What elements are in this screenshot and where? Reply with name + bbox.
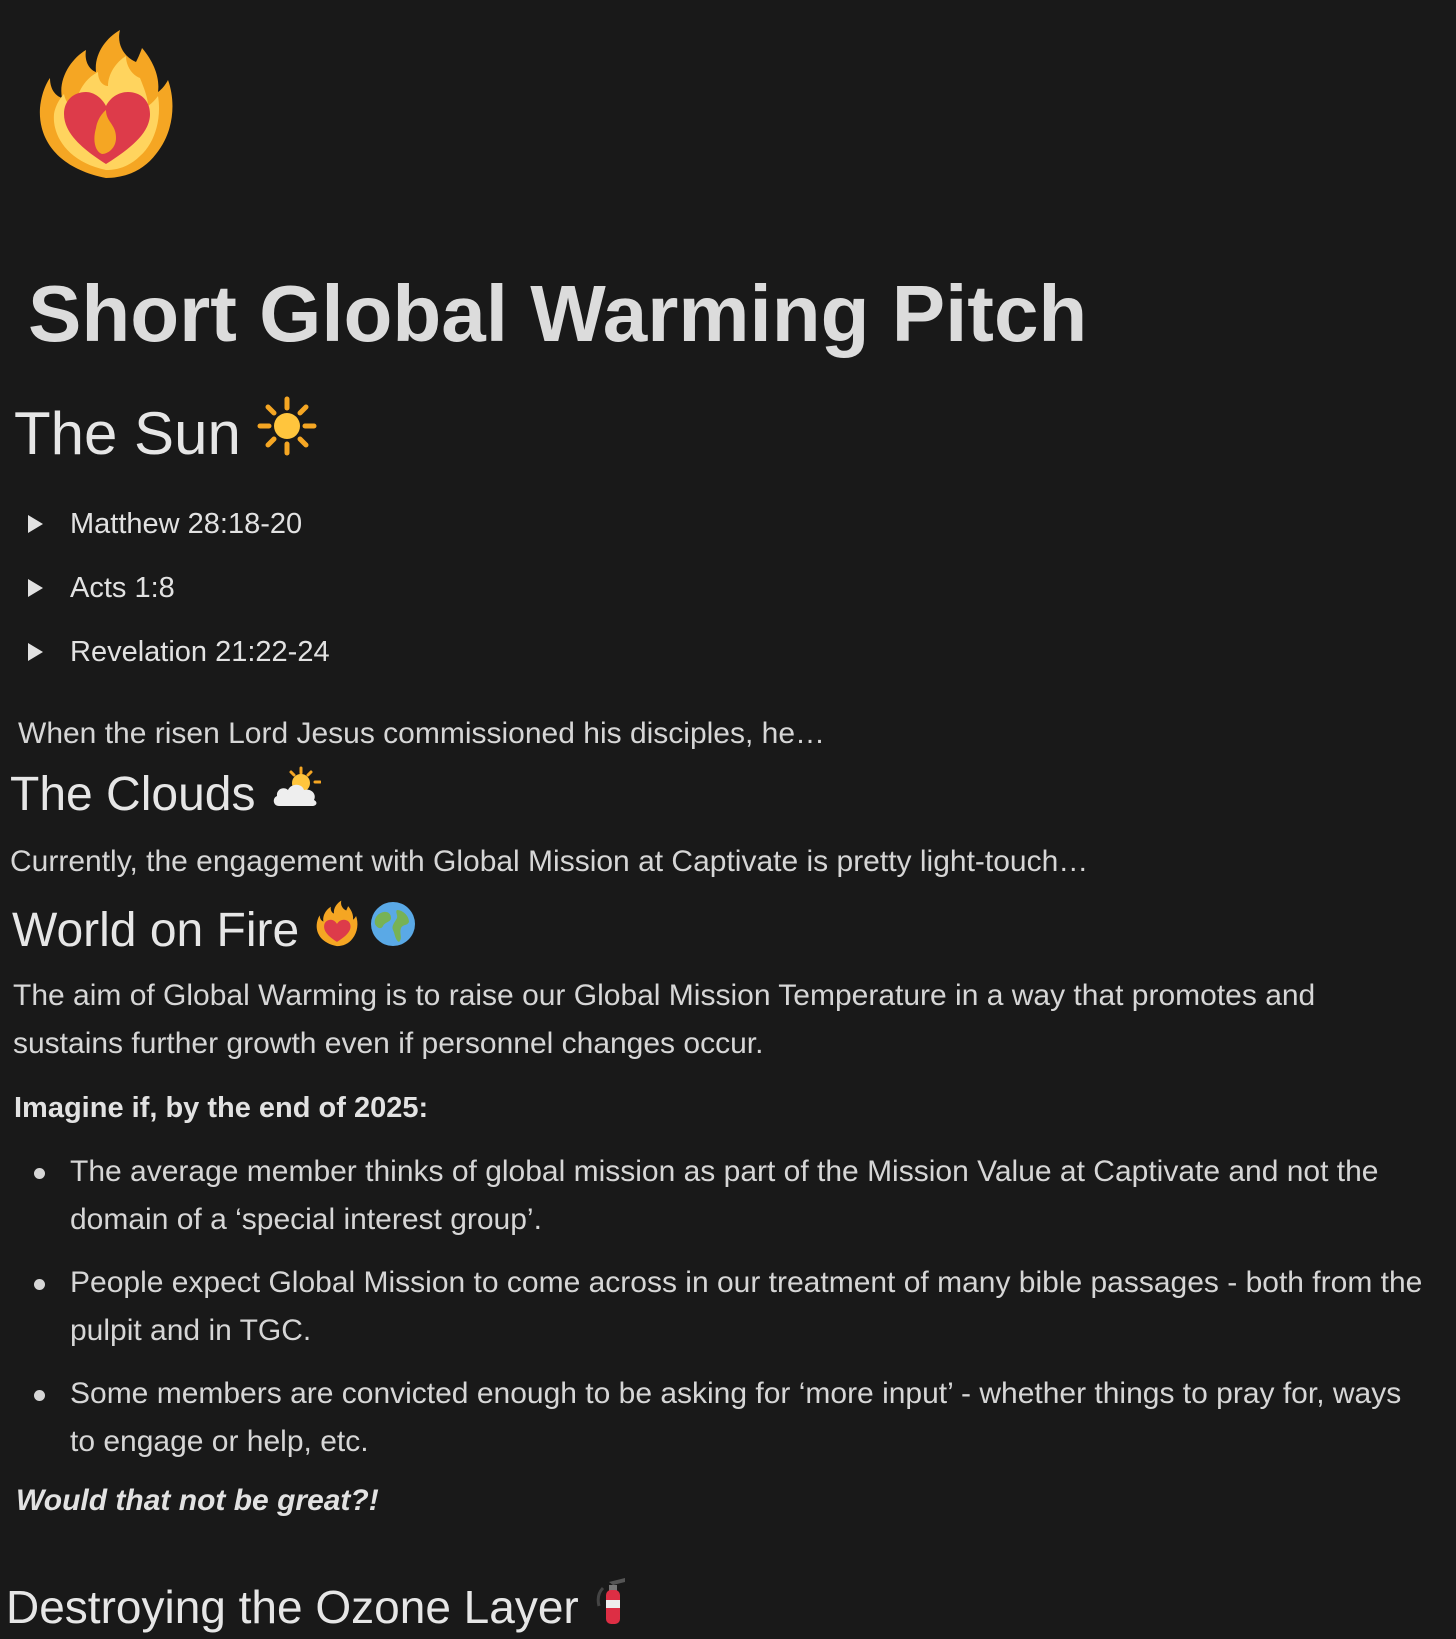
paragraph-aim: The aim of Global Warming is to raise our Global Mission Temperature in a way that promotes and sustains further growth even if personnel changes occur.: [13, 979, 1316, 1060]
heading-the-sun: [14, 396, 317, 470]
sun-icon: [257, 396, 317, 470]
toggle-label: Acts 1:8: [70, 571, 175, 604]
list-item-text: The average member thinks of global mission as part of the Mission Value at Captivate and not the domain of a ‘special interest group’.: [70, 1155, 1379, 1236]
toggle-arrow-icon[interactable]: [24, 513, 46, 535]
toggle-label: Revelation 21:22-24: [70, 635, 330, 668]
heading-the-clouds: [10, 766, 321, 822]
sun-behind-cloud-icon: [271, 766, 321, 822]
bullet-list: [30, 1148, 1430, 1481]
heading-destroying-ozone: [6, 1576, 635, 1637]
list-item: [30, 1259, 1430, 1355]
globe-icon: [369, 900, 417, 960]
heart-on-fire-icon: [315, 900, 359, 960]
bullet-dot: [34, 1168, 45, 1179]
fire-extinguisher-icon: [595, 1576, 635, 1637]
bullet-dot: [34, 1279, 45, 1290]
bullet-dot: [34, 1390, 45, 1401]
heading-world-on-fire: [12, 900, 417, 960]
toggle-matthew[interactable]: [24, 492, 330, 556]
heading-text: The Sun: [14, 399, 241, 467]
paragraph-current-engagement: Currently, the engagement with Global Mission at Captivate is pretty light-touch…: [10, 845, 1089, 878]
paragraph-commission: When the risen Lord Jesus commissioned his disciples, he…: [18, 717, 826, 750]
toggle-list: [24, 492, 330, 684]
list-item-text: People expect Global Mission to come across in our treatment of many bible passages - both from the pulpit and in TGC.: [70, 1266, 1423, 1347]
heading-text: Destroying the Ozone Layer: [6, 1580, 579, 1633]
toggle-arrow-icon[interactable]: [24, 577, 46, 599]
heart-on-fire-icon[interactable]: [36, 28, 176, 184]
list-item-text: Some members are convicted enough to be asking for ‘more input’ - whether things to pray for, ways to engage or help, etc.: [70, 1377, 1402, 1458]
paragraph-imagine: Imagine if, by the end of 2025:: [14, 1092, 429, 1124]
list-item: [30, 1148, 1430, 1244]
heading-text: The Clouds: [10, 767, 256, 821]
toggle-acts[interactable]: [24, 556, 330, 620]
paragraph-closing: Would that not be great?!: [16, 1484, 379, 1517]
toggle-arrow-icon[interactable]: [24, 641, 46, 663]
toggle-label: Matthew 28:18-20: [70, 507, 303, 540]
page-title: Short Global Warming Pitch: [28, 269, 1088, 358]
heading-text: World on Fire: [12, 903, 300, 957]
list-item: [30, 1370, 1430, 1466]
toggle-revelation[interactable]: [24, 620, 330, 684]
